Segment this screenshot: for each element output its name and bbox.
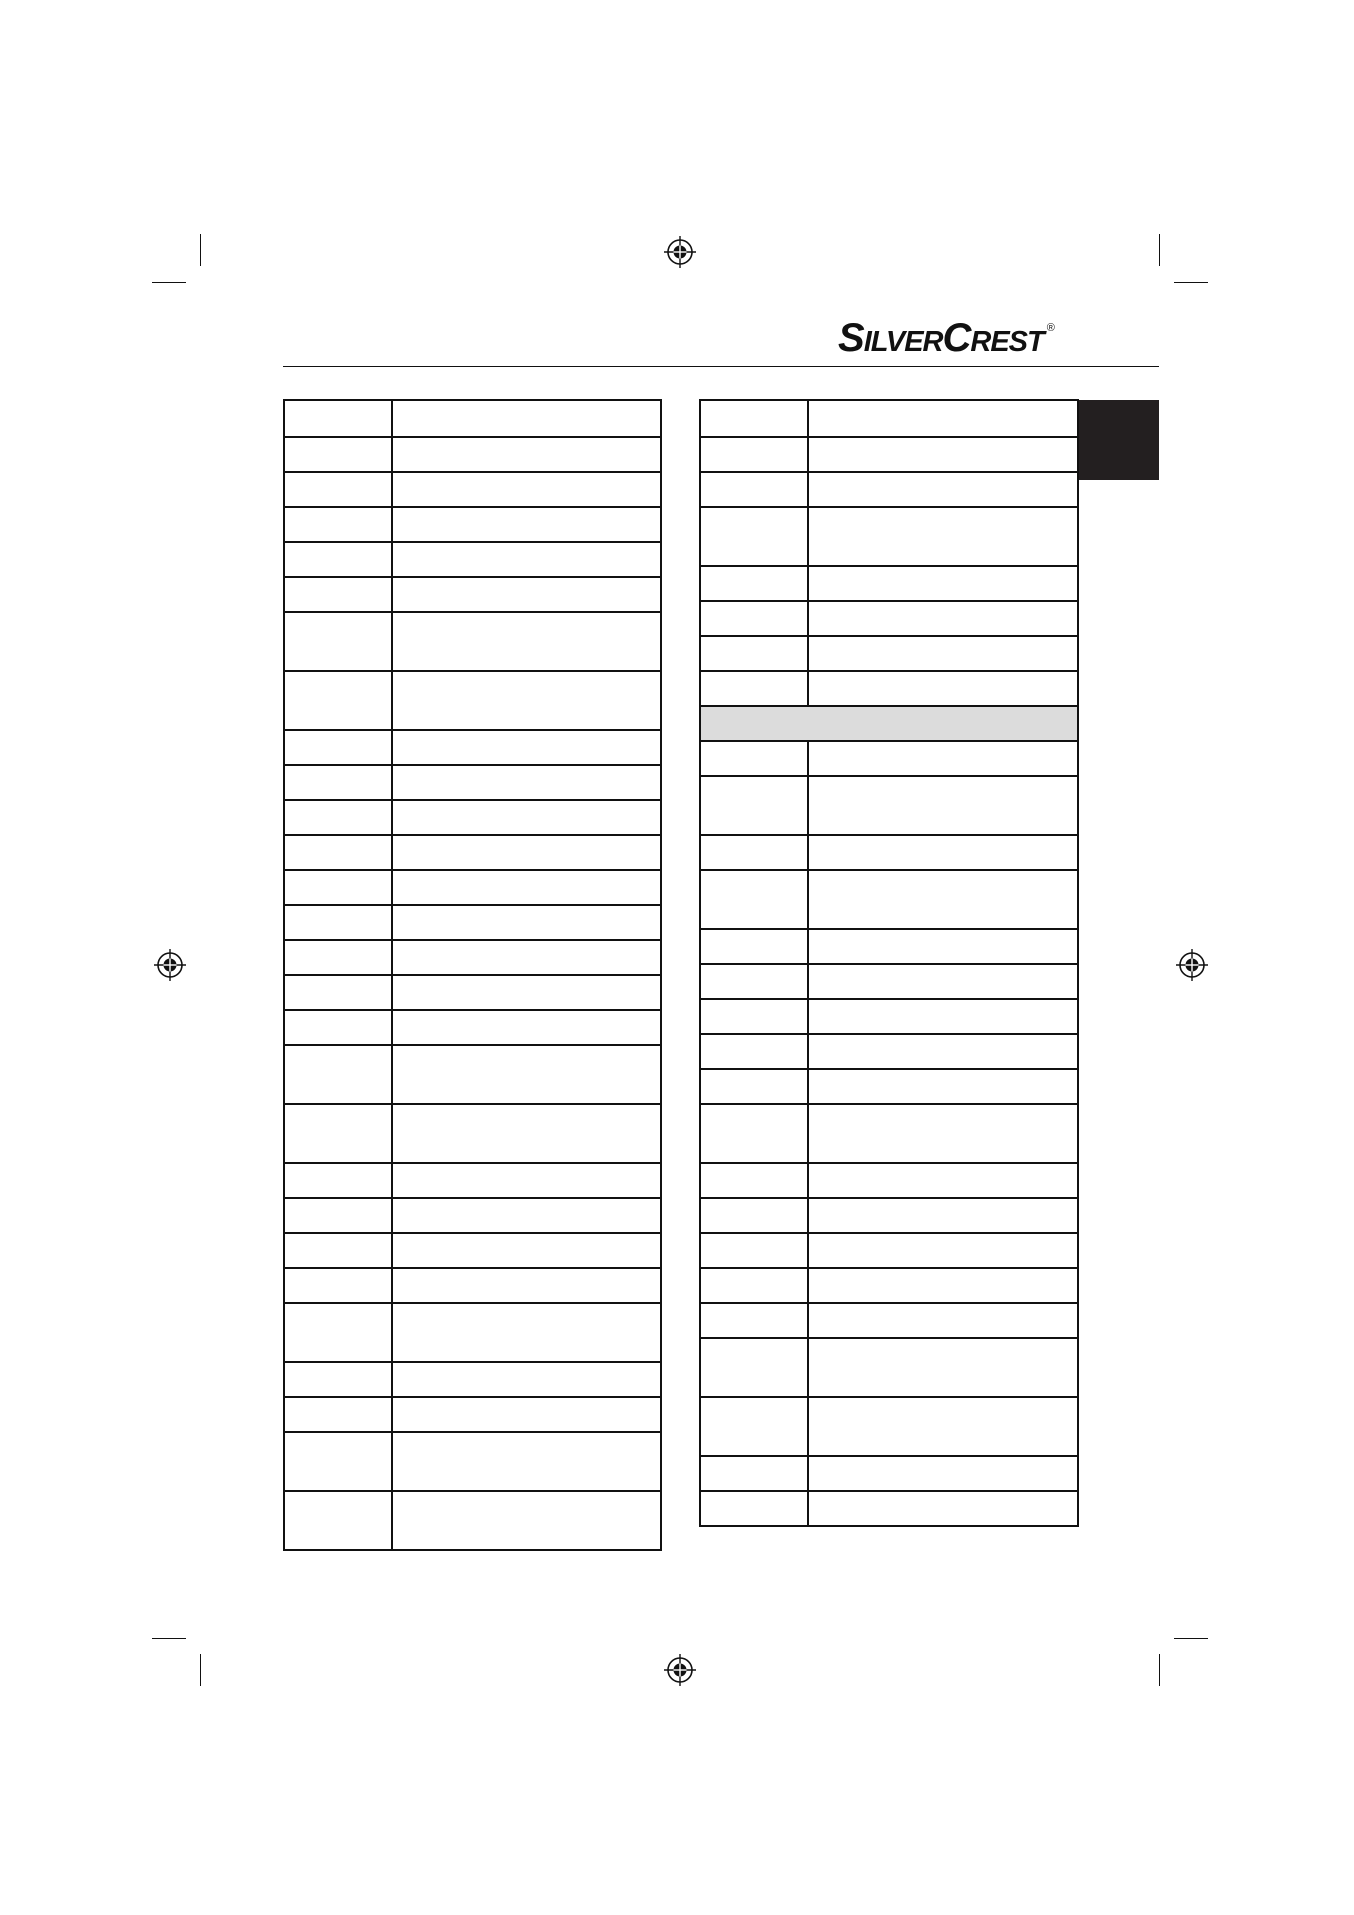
table-row — [285, 904, 660, 939]
table-row — [285, 939, 660, 974]
table-cell-key — [285, 766, 393, 799]
table-row — [285, 1197, 660, 1232]
table-cell-key — [285, 543, 393, 576]
crop-mark — [1159, 1654, 1160, 1686]
table-cell-key — [701, 602, 809, 635]
table-cell-value — [809, 871, 1077, 928]
table-cell-value — [809, 1105, 1077, 1162]
table-row — [701, 1033, 1077, 1068]
table-row — [701, 869, 1077, 928]
table-cell-key — [701, 1199, 809, 1232]
table-cell-value — [393, 1304, 660, 1361]
table-row — [285, 799, 660, 834]
table-row — [701, 963, 1077, 998]
table-cell-value — [393, 672, 660, 729]
table-cell-value — [393, 578, 660, 611]
table-row — [285, 1490, 660, 1549]
table-row — [285, 576, 660, 611]
table-cell-key — [701, 567, 809, 600]
table-cell-key — [285, 1363, 393, 1396]
table-cell-value — [809, 438, 1077, 471]
table-cell-key — [285, 613, 393, 670]
table-row — [285, 611, 660, 670]
table-cell-value — [393, 1046, 660, 1103]
table-cell-value — [393, 1398, 660, 1431]
table-cell-key — [701, 438, 809, 471]
table-row — [285, 1396, 660, 1431]
table-row — [285, 1103, 660, 1162]
table-cell-value — [809, 1070, 1077, 1103]
table-cell-value — [809, 508, 1077, 565]
crop-mark — [152, 1638, 186, 1639]
table-cell-key — [285, 401, 393, 436]
table-cell-key — [285, 941, 393, 974]
table-row — [701, 775, 1077, 834]
table-row — [701, 670, 1077, 705]
table-row — [285, 1302, 660, 1361]
table-cell-value — [393, 401, 660, 436]
table-cell-value — [393, 1363, 660, 1396]
table-row — [701, 928, 1077, 963]
table-cell-value — [393, 871, 660, 904]
table-cell-key — [285, 976, 393, 1009]
table-cell-key — [285, 906, 393, 939]
table-cell-key — [701, 637, 809, 670]
table-row — [285, 869, 660, 904]
registration-mark-icon — [1175, 948, 1209, 982]
table-cell-value — [393, 731, 660, 764]
table-row — [285, 1009, 660, 1044]
table-cell-key — [701, 473, 809, 506]
table-cell-key — [701, 401, 809, 436]
table-cell-value — [809, 401, 1077, 436]
table-cell-value — [393, 1011, 660, 1044]
table-cell-key — [285, 508, 393, 541]
table-cell-key — [285, 578, 393, 611]
table-cell-value — [393, 976, 660, 1009]
table-row — [285, 764, 660, 799]
table-cell-value — [393, 1164, 660, 1197]
table-cell-value — [809, 742, 1077, 775]
table-cell-value — [809, 473, 1077, 506]
table-cell-key — [701, 508, 809, 565]
table-row — [701, 740, 1077, 775]
language-tab — [1079, 400, 1159, 480]
table-cell-key — [285, 1199, 393, 1232]
table-row — [285, 1044, 660, 1103]
table-cell-key — [701, 1269, 809, 1302]
table-row — [285, 541, 660, 576]
table-cell-key — [285, 1398, 393, 1431]
table-cell-value — [393, 766, 660, 799]
table-row — [701, 1232, 1077, 1267]
registration-mark-icon — [153, 948, 187, 982]
table-cell-value — [809, 602, 1077, 635]
table-cell-key — [285, 1234, 393, 1267]
table-cell-key — [701, 836, 809, 869]
table-row — [701, 436, 1077, 471]
table-cell-key — [285, 1304, 393, 1361]
table-cell-value — [393, 906, 660, 939]
crop-mark — [1174, 1638, 1208, 1639]
table-cell-key — [285, 731, 393, 764]
table-row — [285, 506, 660, 541]
table-cell-value — [393, 1234, 660, 1267]
table-row — [285, 729, 660, 764]
table-row — [701, 998, 1077, 1033]
table-cell-value — [809, 777, 1077, 834]
table-cell-key — [285, 1492, 393, 1549]
table-cell-key — [285, 871, 393, 904]
table-cell-value — [809, 1398, 1077, 1455]
table-cell-key — [701, 930, 809, 963]
table-cell-key — [285, 1105, 393, 1162]
table-row — [285, 1267, 660, 1302]
table-row — [701, 834, 1077, 869]
table-row — [701, 1267, 1077, 1302]
table-cell-key — [285, 672, 393, 729]
table-cell-value — [393, 508, 660, 541]
table-cell-value — [809, 836, 1077, 869]
table-row — [285, 471, 660, 506]
table-cell-key — [285, 801, 393, 834]
table-cell-key — [701, 1070, 809, 1103]
table-cell-key — [285, 438, 393, 471]
table-row — [701, 1162, 1077, 1197]
table-cell-value — [809, 637, 1077, 670]
crop-mark — [200, 1654, 201, 1686]
table-cell-key — [701, 1234, 809, 1267]
table-cell-value — [809, 1304, 1077, 1337]
table-section-header — [701, 705, 1077, 740]
table-row — [701, 1103, 1077, 1162]
table-row — [285, 401, 660, 436]
table-row — [701, 401, 1077, 436]
table-row — [701, 1455, 1077, 1490]
table-cell-value — [393, 543, 660, 576]
table-cell-value — [809, 1164, 1077, 1197]
table-row — [285, 670, 660, 729]
table-cell-value — [809, 1339, 1077, 1396]
brand-logo: SILVERCREST ® — [838, 316, 1054, 360]
table-cell-value — [809, 930, 1077, 963]
left-table — [283, 399, 662, 1551]
table-cell-value — [393, 1105, 660, 1162]
table-cell-value — [393, 801, 660, 834]
table-row — [701, 1337, 1077, 1396]
table-cell-key — [701, 871, 809, 928]
crop-mark — [152, 282, 186, 283]
table-row — [701, 1197, 1077, 1232]
table-row — [701, 1068, 1077, 1103]
table-cell-key — [701, 742, 809, 775]
table-cell-value — [809, 1492, 1077, 1525]
table-row — [285, 974, 660, 1009]
table-cell-key — [701, 1035, 809, 1068]
table-cell-value — [809, 672, 1077, 705]
table-row — [285, 1162, 660, 1197]
table-cell-key — [285, 1164, 393, 1197]
table-row — [285, 1431, 660, 1490]
table-cell-key — [701, 1492, 809, 1525]
registration-mark-icon — [663, 1653, 697, 1687]
table-row — [701, 1490, 1077, 1525]
registered-mark: ® — [1046, 322, 1054, 334]
table-cell-key — [701, 777, 809, 834]
table-cell-key — [701, 1105, 809, 1162]
table-cell-key — [285, 1269, 393, 1302]
table-cell-key — [701, 672, 809, 705]
table-cell-key — [701, 1164, 809, 1197]
table-cell-key — [285, 473, 393, 506]
table-cell-value — [809, 1457, 1077, 1490]
table-row — [701, 600, 1077, 635]
table-cell-value — [393, 613, 660, 670]
header-rule — [283, 366, 1159, 367]
table-cell-value — [701, 707, 1077, 740]
table-cell-key — [701, 1000, 809, 1033]
table-cell-key — [285, 836, 393, 869]
table-cell-value — [393, 836, 660, 869]
table-cell-value — [393, 473, 660, 506]
registration-mark-icon — [663, 235, 697, 269]
table-row — [285, 1361, 660, 1396]
table-row — [285, 436, 660, 471]
table-cell-value — [809, 1234, 1077, 1267]
table-cell-value — [393, 1492, 660, 1549]
table-cell-key — [701, 1457, 809, 1490]
table-row — [701, 1302, 1077, 1337]
table-row — [701, 471, 1077, 506]
table-cell-key — [701, 1304, 809, 1337]
table-cell-key — [701, 965, 809, 998]
crop-mark — [1174, 282, 1208, 283]
table-cell-value — [393, 1269, 660, 1302]
crop-mark — [200, 234, 201, 266]
table-cell-value — [809, 1035, 1077, 1068]
table-cell-value — [393, 438, 660, 471]
table-cell-value — [809, 1000, 1077, 1033]
table-cell-key — [285, 1011, 393, 1044]
table-cell-value — [809, 567, 1077, 600]
table-cell-key — [285, 1046, 393, 1103]
table-row — [285, 1232, 660, 1267]
table-cell-value — [393, 1433, 660, 1490]
table-cell-value — [809, 1199, 1077, 1232]
table-row — [701, 506, 1077, 565]
right-table — [699, 399, 1079, 1527]
crop-mark — [1159, 234, 1160, 266]
table-row — [285, 834, 660, 869]
table-cell-key — [701, 1339, 809, 1396]
table-cell-value — [393, 1199, 660, 1232]
table-row — [701, 635, 1077, 670]
table-row — [701, 1396, 1077, 1455]
table-cell-value — [393, 941, 660, 974]
table-cell-value — [809, 965, 1077, 998]
table-cell-key — [285, 1433, 393, 1490]
table-row — [701, 565, 1077, 600]
table-cell-key — [701, 1398, 809, 1455]
table-cell-value — [809, 1269, 1077, 1302]
